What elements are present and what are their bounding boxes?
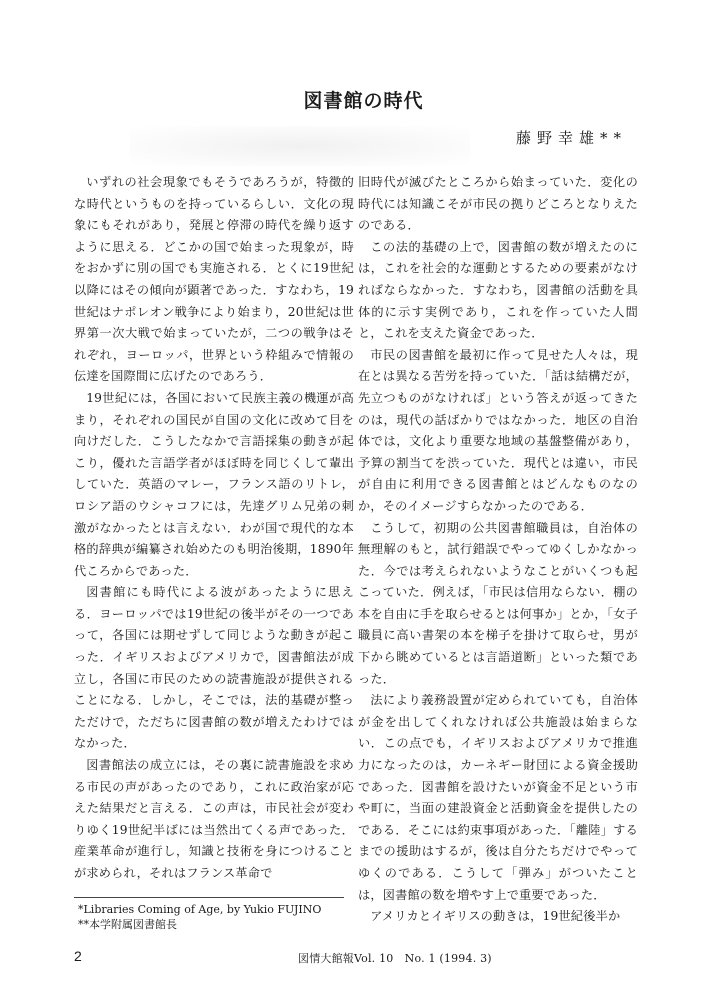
paragraph: この法的基礎の上で，図書館の数が増えたのには，これを社会的な運動とするための要素がなければならなかった．すなわち，図書館の活動を具体的に示す実例であり，これを作っていた人間と，これを支えた資金であった． [358, 239, 638, 341]
paragraph: 図書館法の成立には，その裏に読書施設を求める市民の声があったのであり，これに政治家が応えた結果だと言える．この声は，市民社会が変わりゆく19世紀半ばには当然出てくる声であった．産業革命が進行し，知識と技術を身につけることが求められ，それはフランス革命で [74, 758, 354, 880]
footnote-title-translation: *Libraries Coming of Age, by Yukio FUJINO [78, 903, 322, 916]
paragraph: 市民の図書館を最初に作って見せた人々は，現在とは異なる苦労を持っていた．「話は結構だが，先立つものがなければ」という答えが返ってきたのは，現代の話ばかりではなかった．地区の自治体では，文化より重要な地域の基盤整備があり，予算の割当てを渋っていた．現代とは違い，市民が自由に利用できる図書館とはどんなものなのか，そのイメージすらなかったのである． [358, 347, 638, 513]
paragraph: 19世紀には，各国において民族主義の機運が高まり，それぞれの国民が自国の文化に改めて目を向けだした．こうしたなかで言語採集の動きが起こり，優れた言語学者がほぼ時を同じくして輩出していた．英語のマレー，フランス語のリトレ，ロシア語のウシャコフには，先達グリム兄弟の刺激がなかったとは言えない．わが国で現代的な本格的辞典が編纂され始めたのも明治後期，1890年代ころからであった． [74, 390, 354, 578]
paragraph: こうして，初期の公共図書館職員は，自治体の無理解のもと，試行錯誤でやってゆくしかなかった．今では考えられないようなことがいくつも起こっていた．例えば，「市民は信用ならない．棚の本を自由に手を取らせるとは何事か」とか，「女子職員に高い書架の本を梯子を掛けて取らせ，男が下から眺めているとは言語道断」といった類であった． [358, 520, 638, 686]
right-column [358, 172, 638, 928]
footnote-author-affiliation: **本学附属図書館長 [78, 918, 177, 931]
bleed-through-shadow [130, 126, 470, 166]
article-title: 図書館の時代 [303, 90, 424, 112]
paragraph-continued: 旧時代が滅びたところから始まっていた．変化の時代には知識こそが市民の拠りどころとなりえたのである． [358, 175, 638, 233]
author-name: 藤野幸雄** [515, 129, 627, 147]
journal-info: 図情大館報Vol. 10 No. 1 (1994. 3) [298, 952, 492, 965]
paragraph: アメリカとイギリスの動きは，19世紀後半か [370, 909, 621, 924]
left-column [74, 172, 354, 885]
paragraph: 法により義務設置が定められていても，自治体が金を出してくれなければ公共施設は始まらない．この点でも，イギリスおよびアメリカで推進力になったのは，カーネギー財団による資金援助であった．図書館を設けたいが資金不足という市や町に，当面の建設資金と活動資金を提供したのである．そこには約束事項があった．「離陸」するまでの援助はするが，後は自分たちだけでやってゆくのである．こうして「弾み」がついたことは，図書館の数を増やす上で重要であった． [358, 693, 638, 902]
footnotes [78, 902, 321, 932]
paragraph: いずれの社会現象でもそうであろうが，特徴的な時代というものを持っているらしい．文化の現象にもそれがあり，発展と停滞の時代を繰り返すように思える．どこかの国で始まった現象が，時をおかずに別の国でも実施される．とくに19世紀以降にはその傾向が顕著であった．すなわち，19世紀はナポレオン戦争により始まり，20世紀は世界第一次大戦で始まっていたが，二つの戦争はそれぞれ，ヨーロッパ，世界という枠組みで情報の伝達を国際間に広げたのであろう． [74, 175, 354, 384]
footnote-divider [74, 897, 344, 898]
page-number: 2 [74, 948, 82, 964]
paragraph: 図書館にも時代による波があったように思える．ヨーロッパでは19世紀の後半がその一つであって，各国には期せずして同じような動きが起こった．イギリスおよびアメリカで，図書館法が成立し，各国に市民のための読書施設が提供されることになる．しかし，そこでは，法的基礎が整っただけで，ただちに図書館の数が増えたわけではなかった． [74, 585, 354, 751]
